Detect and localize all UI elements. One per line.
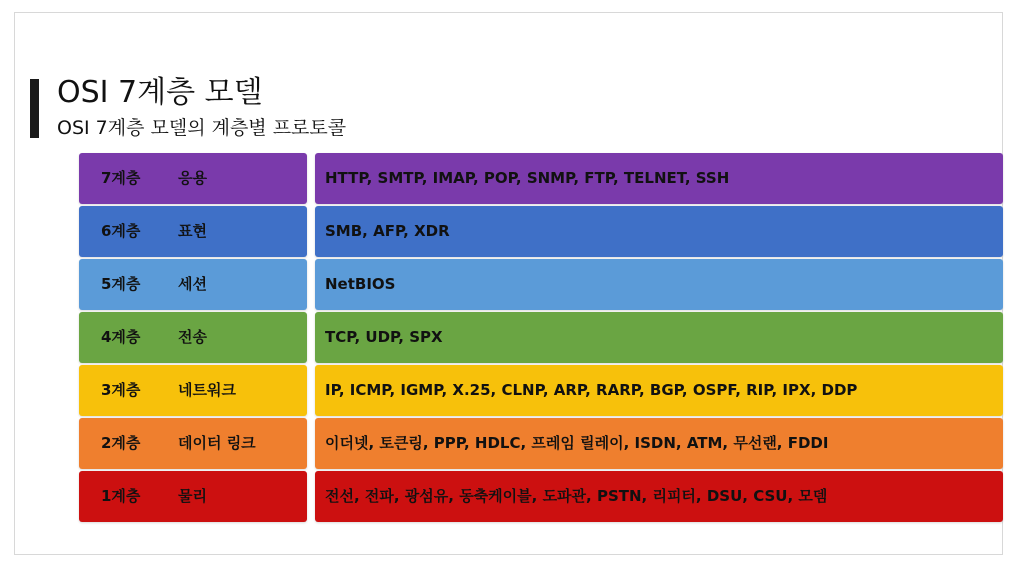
layer-protocols-6: SMB, AFP, XDR — [315, 206, 1003, 257]
layer-number: 5계층 — [101, 275, 141, 293]
layer-protocols-3: IP, ICMP, IGMP, X.25, CLNP, ARP, RARP, BGP, OSPF, RIP, IPX, DDP — [315, 365, 1003, 416]
layer-name: 표현 — [178, 222, 207, 240]
layer-row-6 — [79, 206, 1003, 257]
layer-protocols-1: 전선, 전파, 광섬유, 동축케이블, 도파관, PSTN, 리피터, DSU, CSU, 모뎀 — [315, 471, 1003, 522]
layer-number: 3계층 — [101, 381, 141, 399]
title-accent-bar — [30, 79, 39, 138]
layer-row-1 — [79, 471, 1003, 522]
layer-row-5 — [79, 259, 1003, 310]
layer-label-4 — [79, 312, 307, 363]
layer-number: 6계층 — [101, 222, 141, 240]
layer-name: 응용 — [178, 169, 207, 187]
layer-label-1 — [79, 471, 307, 522]
layer-protocols-4: TCP, UDP, SPX — [315, 312, 1003, 363]
layer-number: 2계층 — [101, 434, 141, 452]
layer-row-7 — [79, 153, 1003, 204]
layer-label-6 — [79, 206, 307, 257]
slide — [14, 12, 1003, 555]
slide-title: OSI 7계층 모델 — [57, 75, 263, 110]
layer-label-5 — [79, 259, 307, 310]
layer-protocols-7: HTTP, SMTP, IMAP, POP, SNMP, FTP, TELNET, SSH — [315, 153, 1003, 204]
layer-name: 물리 — [178, 487, 207, 505]
layer-name: 세션 — [178, 275, 207, 293]
slide-subtitle: OSI 7계층 모델의 계층별 프로토콜 — [57, 117, 347, 139]
layer-row-4 — [79, 312, 1003, 363]
layer-protocols-5: NetBIOS — [315, 259, 1003, 310]
layer-name: 전송 — [178, 328, 207, 346]
layer-number: 7계층 — [101, 169, 141, 187]
layer-row-3 — [79, 365, 1003, 416]
layer-number: 1계층 — [101, 487, 141, 505]
layer-label-2 — [79, 418, 307, 469]
layer-name: 네트워크 — [178, 381, 236, 399]
layer-number: 4계층 — [101, 328, 141, 346]
layer-name: 데이터 링크 — [178, 434, 256, 452]
layer-protocols-2: 이더넷, 토큰링, PPP, HDLC, 프레임 릴레이, ISDN, ATM, 무선랜, FDDI — [315, 418, 1003, 469]
layer-row-2 — [79, 418, 1003, 469]
layer-label-3 — [79, 365, 307, 416]
layer-label-7 — [79, 153, 307, 204]
